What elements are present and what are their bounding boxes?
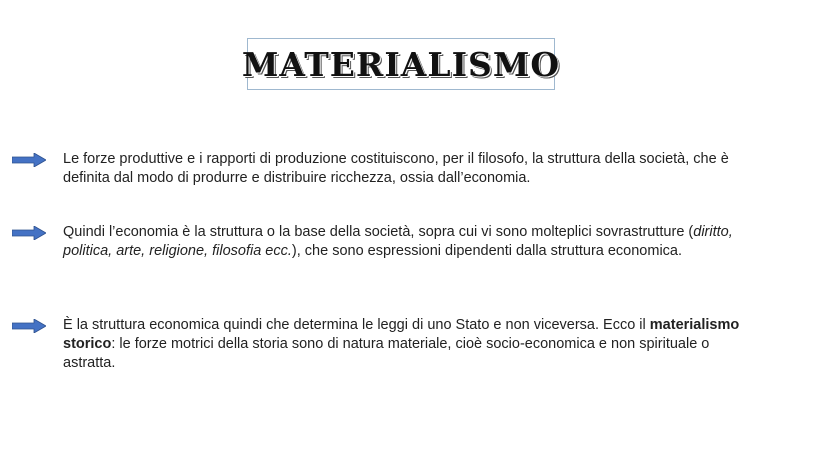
bullet-text [63,223,763,261]
slide-title: MATERIALISMO [241,44,561,84]
bullet-text-before: Quindi l’economia è la struttura o la base della società, sopra cui vi sono molteplici sovrastrutture ( [63,224,694,240]
title-box [241,38,561,90]
right-arrow-icon [12,319,46,333]
right-arrow-icon [12,153,46,167]
bullet-text-before: È la struttura economica quindi che determina le leggi di uno Stato e non viceversa. Ecco il [63,317,650,333]
bullet-text-after: : le forze motrici della storia sono di natura materiale, cioè socio-economica e non spirituale o astratta. [63,336,710,371]
bullet-text-italic: diritto, politica, arte, religione, filosofia ecc. [63,224,733,259]
bullet-text-bold: materialismo storico [63,317,740,352]
bullet-text [63,316,763,373]
right-arrow-icon [12,226,46,240]
bullet-text [63,150,763,188]
bullet-text-main: Le forze produttive e i rapporti di produzione costituiscono, per il filosofo, la struttura della società, che è definita dal modo di produrre e distribuire ricchezza, ossia dall’economia. [63,151,729,186]
bullet-text-after: ), che sono espressioni dipendenti dalla struttura economica. [291,243,683,259]
